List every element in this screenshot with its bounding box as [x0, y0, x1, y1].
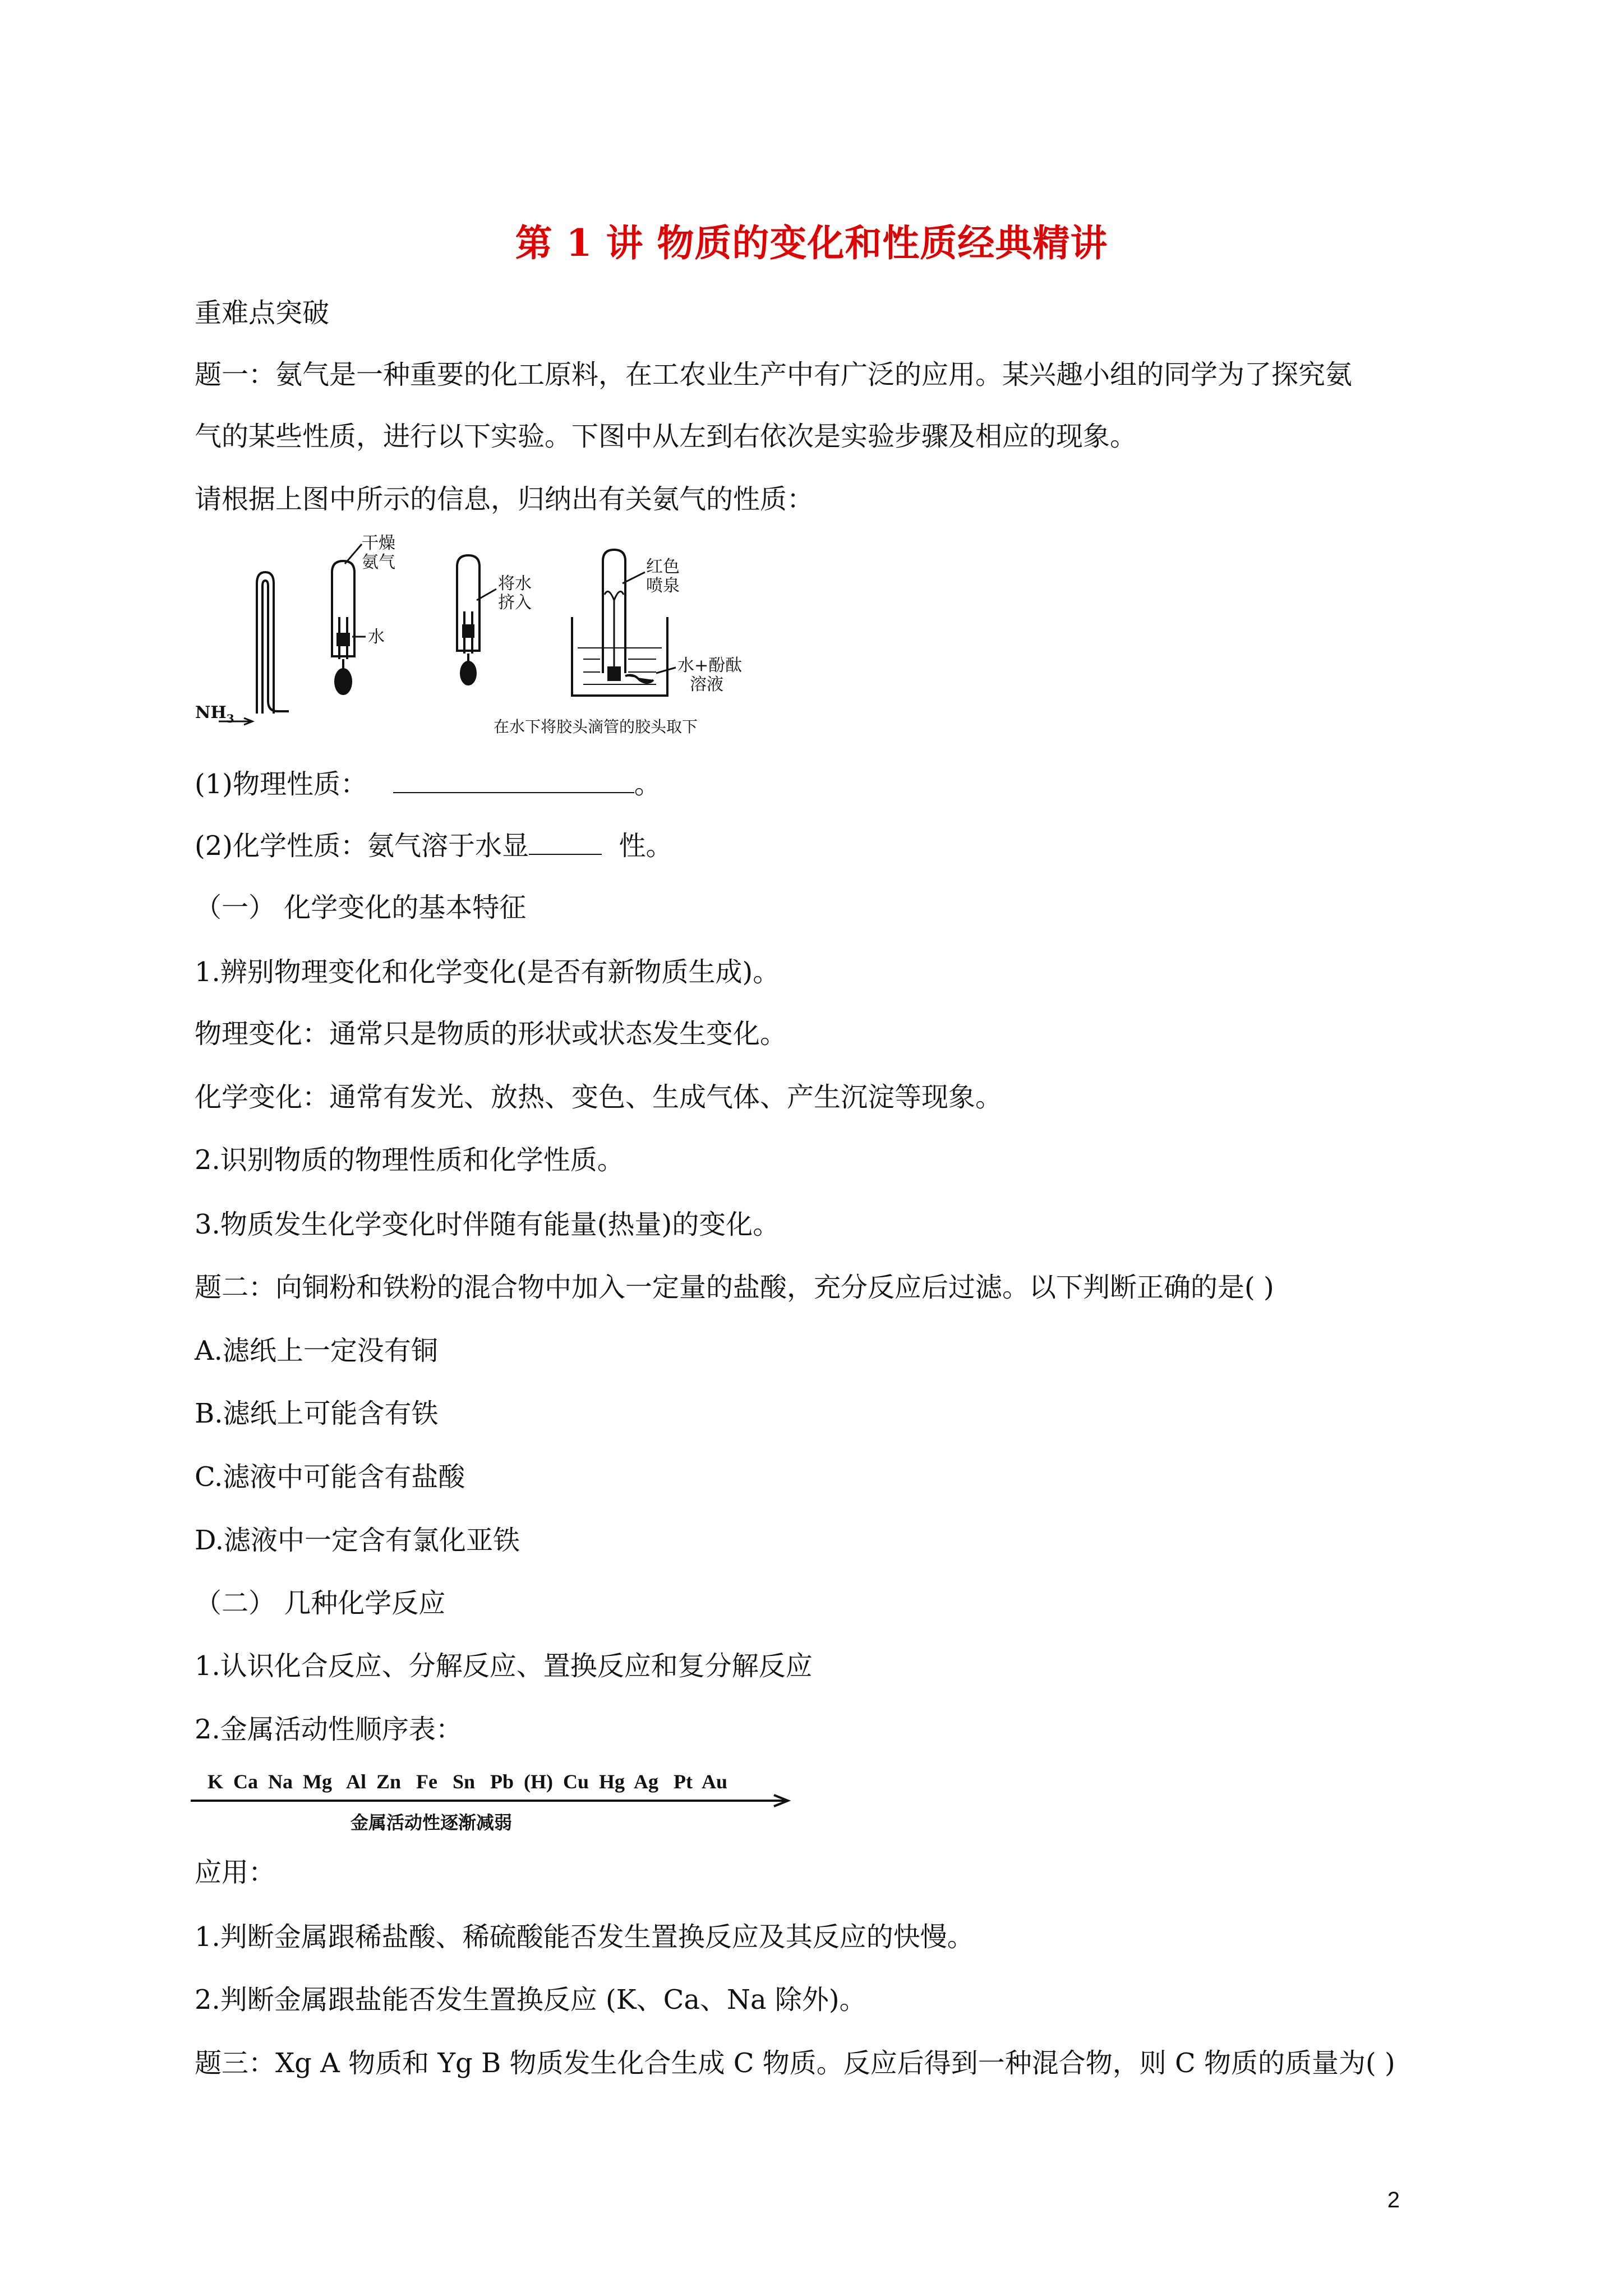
- section2-p2: 2.金属活动性顺序表：: [195, 1714, 463, 1745]
- q2-stem: 题二：向铜粉和铁粉的混合物中加入一定量的盐酸，充分反应后过滤。以下判断正确的是( ): [195, 1272, 1274, 1303]
- solution-label-1: 水+酚酞: [677, 656, 743, 675]
- fountain-label-2: 喷泉: [646, 576, 680, 596]
- q2-option-a[interactable]: A.滤纸上一定没有铜: [195, 1335, 438, 1366]
- q1-answer-2: [195, 830, 673, 863]
- q2-option-b[interactable]: B.滤纸上可能含有铁: [195, 1398, 439, 1429]
- q3-stem: 题三：Xg A 物质和 Yg B 物质发生化合生成 C 物质。反应后得到一种混合物，则 C 物质的质量为( ): [195, 2047, 1395, 2079]
- squeeze-water-tube: [457, 555, 496, 684]
- section1-p1: 1.辨别物理变化和化学变化(是否有新物质生成)。: [195, 956, 780, 988]
- answer1-prefix: (1)物理性质：: [195, 769, 367, 800]
- answer1-suffix: 。: [634, 769, 661, 800]
- application-2: 2.判断金属跟盐能否发生置换反应 (K、Ca、Na 除外)。: [195, 1984, 866, 2016]
- metal-list: K Ca Na Mg Al Zn Fe Sn Pb (H) Cu Hg Ag Pt Au: [208, 1770, 728, 1793]
- answer1-blank[interactable]: [393, 770, 634, 793]
- section2-p1: 1.认识化合反应、分解反应、置换反应和复分解反应: [195, 1650, 813, 1682]
- collecting-tube: [219, 572, 289, 725]
- q1-prompt: 请根据上图中所示的信息，归纳出有关氨气的性质：: [195, 484, 814, 515]
- q2-option-d[interactable]: D.滤液中一定含有氯化亚铁: [195, 1525, 520, 1556]
- application-heading: 应用：: [195, 1857, 276, 1888]
- q1-answer-1: [195, 769, 661, 801]
- page-number: 2: [1387, 2188, 1400, 2212]
- answer2-blank[interactable]: [529, 831, 602, 855]
- squeeze-label-2: 挤入: [498, 593, 532, 613]
- section2-heading: （二） 几种化学反应: [195, 1588, 446, 1619]
- series-caption: 金属活动性逐渐减弱: [351, 1812, 513, 1833]
- answer2-prefix: (2)化学性质：氨气溶于水显: [195, 830, 529, 862]
- squeeze-label-1: 将水: [498, 574, 532, 593]
- section-heading: 重难点突破: [195, 297, 330, 329]
- section1-p5: 3.物质发生化学变化时伴随有能量(热量)的变化。: [195, 1209, 780, 1240]
- answer2-suffix: 性。: [619, 830, 673, 862]
- q1-stem-line1: 题一：氨气是一种重要的化工原料，在工农业生产中有广泛的应用。某兴趣小组的同学为了探究氨: [195, 359, 1353, 390]
- page-title: 第 1 讲 物质的变化和性质经典精讲: [515, 221, 1108, 265]
- section1-heading: （一） 化学变化的基本特征: [195, 892, 527, 923]
- q2-option-c[interactable]: C.滤液中可能含有盐酸: [195, 1461, 465, 1493]
- solution-label-2: 溶液: [690, 675, 723, 694]
- ammonia-experiment-figure: [191, 533, 785, 746]
- q1-stem-line2: 气的某些性质，进行以下实验。下图中从左到右依次是实验步骤及相应的现象。: [195, 421, 1137, 452]
- figure-caption: 在水下将胶头滴管的胶头取下: [494, 717, 698, 736]
- section1-p2: 物理变化：通常只是物质的形状或状态发生变化。: [195, 1018, 787, 1050]
- section1-p3: 化学变化：通常有发光、放热、变色、生成气体、产生沉淀等现象。: [195, 1082, 1003, 1113]
- metal-activity-series: [191, 1767, 808, 1840]
- fountain-label-1: 红色: [646, 557, 680, 577]
- water-label: 水: [368, 627, 385, 647]
- application-1: 1.判断金属跟稀盐酸、稀硫酸能否发生置换反应及其反应的快慢。: [195, 1921, 974, 1953]
- dry-gas-label-1: 干燥: [362, 533, 395, 553]
- section1-p4: 2.识别物质的物理性质和化学性质。: [195, 1144, 624, 1176]
- dry-gas-label-2: 氨气: [362, 553, 395, 572]
- nh3-label: $NH_3$: [195, 703, 234, 725]
- dry-ammonia-tube: [332, 544, 366, 694]
